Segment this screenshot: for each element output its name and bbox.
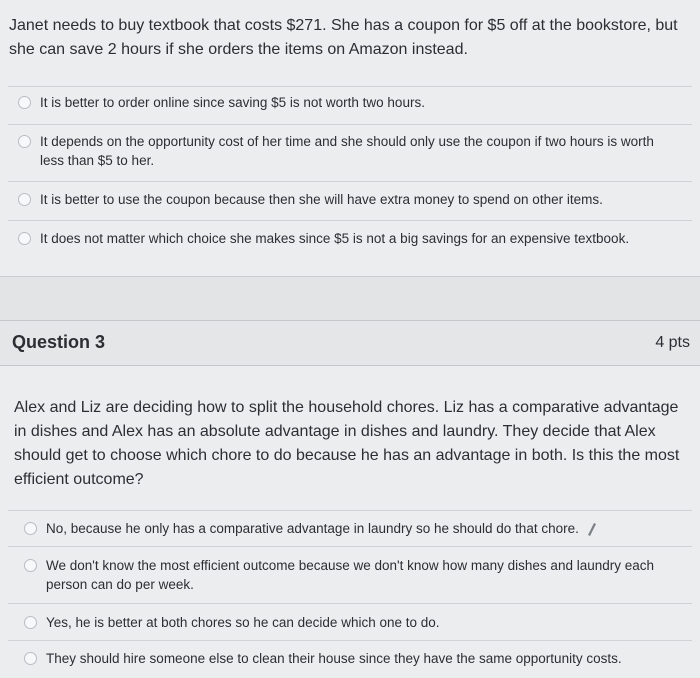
radio-button-icon[interactable] xyxy=(18,135,31,148)
answer-option-q3-2[interactable] xyxy=(24,556,674,594)
answer-label: It is better to use the coupon because then she will have extra money to spend on other items. xyxy=(40,192,603,207)
radio-button-icon[interactable] xyxy=(18,232,31,245)
radio-button-icon[interactable] xyxy=(24,652,37,665)
question-separator xyxy=(0,276,700,322)
answer-label: It depends on the opportunity cost of her time and she should only use the coupon if two hours is worth less than $5 to her. xyxy=(40,134,654,168)
divider xyxy=(8,603,692,604)
answer-label: They should hire someone else to clean their house since they have the same opportunity costs. xyxy=(46,651,622,666)
question-points: 4 pts xyxy=(655,334,690,351)
question-title: Question 3 xyxy=(12,332,106,352)
divider xyxy=(8,181,692,182)
radio-button-icon[interactable] xyxy=(24,616,37,629)
answer-label: It is better to order online since saving $5 is not worth two hours. xyxy=(40,95,425,110)
answer-label: Yes, he is better at both chores so he can decide which one to do. xyxy=(46,615,440,630)
radio-button-icon[interactable] xyxy=(18,193,31,206)
answer-option-q2-4[interactable] xyxy=(18,229,678,248)
pencil-icon xyxy=(585,522,597,536)
question-3-prompt: Alex and Liz are deciding how to split the household chores. Liz has a comparative advantage in dishes and Alex has an absolute advantage in dishes and laundry. They decide that Alex should get to choose which chore to do because he has an advantage in both. Is this the most efficient outcome? xyxy=(14,399,680,488)
answer-option-q2-1[interactable] xyxy=(18,93,678,112)
answer-option-q3-1[interactable] xyxy=(24,519,584,538)
answer-option-q3-3[interactable] xyxy=(24,613,674,632)
answer-option-q2-2[interactable] xyxy=(18,132,678,170)
answer-label: We don't know the most efficient outcome because we don't know how many dishes and laundry each person can do per week. xyxy=(46,558,655,592)
answer-option-q3-4[interactable] xyxy=(24,649,674,668)
answer-option-q2-3[interactable] xyxy=(18,190,678,209)
answer-label: It does not matter which choice she makes since $5 is not a big savings for an expensive textbook. xyxy=(40,231,630,246)
divider xyxy=(8,124,692,125)
radio-button-icon[interactable] xyxy=(24,559,37,572)
radio-button-icon[interactable] xyxy=(24,522,37,535)
divider xyxy=(8,86,692,87)
radio-button-icon[interactable] xyxy=(18,96,31,109)
question-3-header xyxy=(0,320,700,366)
divider xyxy=(8,510,692,511)
divider xyxy=(8,640,692,641)
answer-label: No, because he only has a comparative advantage in laundry so he should do that chore. xyxy=(46,521,579,536)
divider xyxy=(8,220,692,221)
divider xyxy=(8,546,692,547)
question-2-prompt: Janet needs to buy textbook that costs $271. She has a coupon for $5 off at the bookstore, but she can save 2 hours if she orders the items on Amazon instead. xyxy=(9,17,678,58)
